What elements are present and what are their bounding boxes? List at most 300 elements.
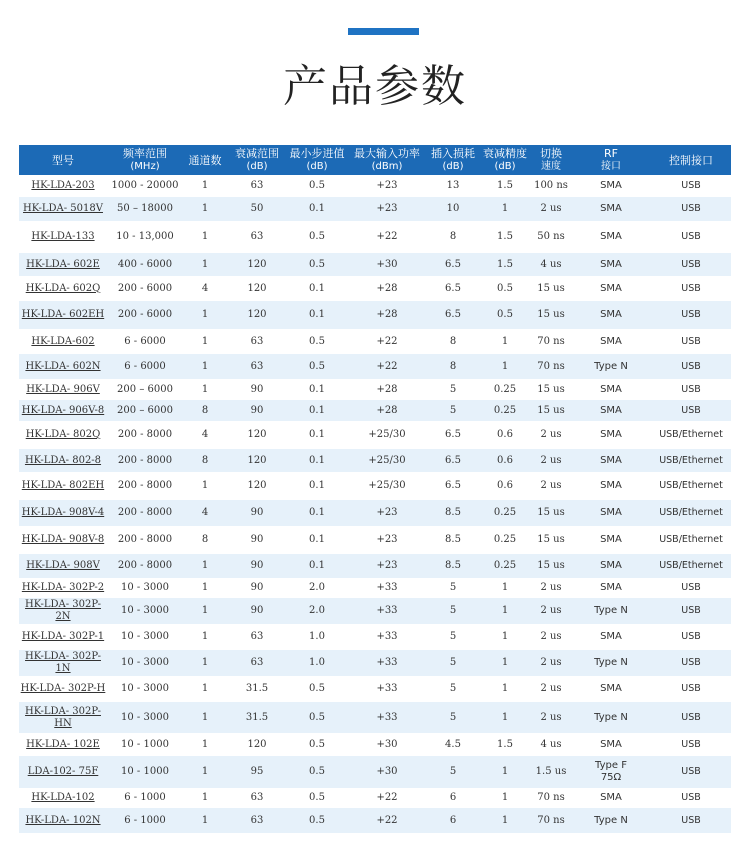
table-cell: +25/30 bbox=[368, 480, 406, 491]
table-cell: SMA bbox=[600, 738, 622, 750]
table-cell: 6.5 bbox=[445, 429, 461, 440]
table-cell: 1 bbox=[501, 631, 509, 642]
table-cell: Type N bbox=[594, 605, 628, 616]
model-cell[interactable]: HK-LDA- 602Q bbox=[25, 282, 101, 294]
table-cell: 4 us bbox=[540, 738, 562, 750]
model-cell[interactable]: HK-LDA- 802-8 bbox=[24, 454, 102, 466]
table-cell: 0.6 bbox=[497, 429, 513, 440]
table-cell: 63 bbox=[250, 792, 264, 803]
table-cell: 200 - 8000 bbox=[117, 507, 173, 518]
table-cell: 5 bbox=[449, 683, 457, 694]
table-cell: 0.5 bbox=[309, 738, 325, 750]
table-cell: 1 bbox=[501, 792, 509, 803]
table-row bbox=[19, 354, 731, 379]
table-cell: 0.25 bbox=[493, 507, 517, 518]
table-cell: 5 bbox=[449, 605, 457, 616]
table-row bbox=[19, 500, 731, 526]
table-cell: 1 bbox=[501, 203, 509, 214]
model-cell[interactable]: HK-LDA- 802EH bbox=[21, 480, 105, 491]
table-cell: 1.5 bbox=[497, 258, 513, 270]
table-cell: 120 bbox=[247, 429, 267, 440]
table-cell: 63 bbox=[250, 631, 264, 642]
table-cell: 0.25 bbox=[493, 383, 517, 395]
table-cell: +22 bbox=[376, 335, 398, 347]
table-cell: 90 bbox=[250, 534, 264, 545]
header-text: 型号 bbox=[52, 153, 74, 167]
table-cell: USB bbox=[681, 738, 701, 750]
table-cell: USB bbox=[681, 180, 701, 191]
table-cell: 0.1 bbox=[309, 309, 325, 320]
table-cell: 8 bbox=[201, 534, 209, 545]
table-cell: Type F 75Ω bbox=[595, 760, 627, 783]
model-cell[interactable]: HK-LDA- 908V bbox=[26, 560, 100, 571]
header-cell bbox=[571, 145, 651, 175]
table-cell: 0.1 bbox=[309, 404, 325, 416]
table-cell: Type N bbox=[594, 360, 628, 372]
table-cell: 6.5 bbox=[445, 454, 461, 466]
table-cell: SMA bbox=[600, 454, 622, 466]
table-cell: 15 us bbox=[537, 383, 565, 395]
header-cell bbox=[183, 145, 227, 175]
model-cell[interactable]: HK-LDA-602 bbox=[31, 335, 95, 347]
table-cell: SMA bbox=[600, 282, 622, 294]
table-cell: 4 bbox=[201, 507, 209, 518]
table-cell: 6.5 bbox=[445, 480, 461, 491]
table-cell: 2 us bbox=[540, 657, 562, 668]
table-cell: 100 ns bbox=[534, 180, 568, 191]
table-cell: 50 ns bbox=[537, 231, 565, 242]
table-row bbox=[19, 400, 731, 421]
table-cell: USB/Ethernet bbox=[659, 534, 723, 545]
table-cell: 200 – 6000 bbox=[117, 404, 173, 416]
table-cell: 1 bbox=[201, 605, 209, 616]
table-row bbox=[19, 788, 731, 808]
table-cell: SMA bbox=[600, 258, 622, 270]
header-cell bbox=[531, 145, 571, 175]
table-row bbox=[19, 329, 731, 354]
header-text: (dB) bbox=[306, 161, 328, 172]
table-cell: 200 - 8000 bbox=[117, 480, 173, 491]
model-cell[interactable]: HK-LDA- 906V bbox=[26, 383, 100, 395]
header-text: 控制接口 bbox=[669, 153, 713, 167]
table-body bbox=[19, 175, 731, 833]
table-cell: 0.5 bbox=[309, 792, 325, 803]
table-cell: +23 bbox=[376, 560, 398, 571]
table-cell: 1.0 bbox=[309, 657, 325, 668]
model-cell[interactable]: HK-LDA- 602E bbox=[26, 258, 100, 270]
header-text: 频率范围 bbox=[123, 147, 167, 160]
model-cell[interactable]: HK-LDA-203 bbox=[31, 180, 95, 191]
table-cell: USB bbox=[681, 360, 701, 372]
table-cell: USB bbox=[681, 766, 701, 777]
table-row bbox=[19, 733, 731, 756]
table-cell: 1 bbox=[501, 766, 509, 777]
table-cell: +23 bbox=[376, 534, 398, 545]
model-cell[interactable]: HK-LDA- 302P-1N bbox=[25, 651, 101, 674]
table-cell: 2 us bbox=[540, 454, 562, 466]
table-cell: USB bbox=[681, 657, 701, 668]
table-cell: 0.25 bbox=[493, 404, 517, 416]
table-cell: USB bbox=[681, 404, 701, 416]
model-cell[interactable]: HK-LDA-133 bbox=[31, 231, 95, 242]
table-cell: 90 bbox=[250, 383, 264, 395]
table-cell: 1 bbox=[501, 335, 509, 347]
table-cell: 10 - 3000 bbox=[121, 631, 169, 642]
table-cell: +28 bbox=[376, 309, 398, 320]
table-row bbox=[19, 650, 731, 676]
table-cell: USB bbox=[681, 335, 701, 347]
table-row bbox=[19, 449, 731, 472]
table-cell: +33 bbox=[376, 711, 398, 723]
table-cell: 90 bbox=[250, 507, 264, 518]
table-cell: 95 bbox=[250, 766, 264, 777]
table-cell: 10 - 3000 bbox=[121, 657, 169, 668]
table-cell: 0.25 bbox=[493, 560, 517, 571]
table-cell: 63 bbox=[250, 360, 264, 372]
table-cell: 5 bbox=[449, 711, 457, 723]
header-text: (dB) bbox=[494, 161, 516, 172]
table-cell: 8.5 bbox=[445, 507, 461, 518]
table-cell: USB/Ethernet bbox=[659, 480, 723, 491]
table-row bbox=[19, 702, 731, 733]
table-row bbox=[19, 472, 731, 500]
table-cell: 120 bbox=[247, 282, 267, 294]
table-cell: 1 bbox=[201, 631, 209, 642]
table-cell: 2 us bbox=[540, 711, 562, 723]
table-cell: 0.1 bbox=[309, 480, 325, 491]
header-text: (dB) bbox=[442, 161, 464, 172]
model-cell[interactable]: HK-LDA- 908V-8 bbox=[21, 534, 105, 545]
table-cell: 1.5 bbox=[497, 180, 513, 191]
table-row bbox=[19, 379, 731, 400]
table-cell: 10 - 3000 bbox=[121, 582, 169, 593]
table-row bbox=[19, 276, 731, 301]
table-cell: USB/Ethernet bbox=[659, 507, 723, 518]
table-row bbox=[19, 526, 731, 554]
table-cell: 0.6 bbox=[497, 480, 513, 491]
table-cell: 120 bbox=[247, 454, 267, 466]
header-text: (dB) bbox=[246, 161, 268, 172]
table-cell: 1000 - 20000 bbox=[111, 180, 179, 191]
table-cell: +23 bbox=[376, 507, 398, 518]
table-cell: 10 - 1000 bbox=[121, 738, 169, 750]
model-cell[interactable]: HK-LDA- 302P-2 bbox=[21, 582, 105, 593]
table-cell: 0.1 bbox=[309, 203, 325, 214]
model-cell[interactable]: HK-LDA- 302P-H bbox=[20, 683, 106, 694]
table-cell: 4 us bbox=[540, 258, 562, 270]
table-cell: +33 bbox=[376, 605, 398, 616]
table-cell: 0.1 bbox=[309, 534, 325, 545]
table-cell: 2 us bbox=[540, 605, 562, 616]
table-cell: 200 – 6000 bbox=[117, 383, 173, 395]
table-cell: USB bbox=[681, 203, 701, 214]
table-cell: 6.5 bbox=[445, 282, 461, 294]
table-cell: 1 bbox=[501, 360, 509, 372]
table-cell: Type N bbox=[594, 711, 628, 723]
table-cell: USB bbox=[681, 582, 701, 593]
table-cell: 200 - 8000 bbox=[117, 534, 173, 545]
table-cell: +28 bbox=[376, 282, 398, 294]
table-header bbox=[19, 145, 731, 175]
table-cell: 2.0 bbox=[309, 582, 325, 593]
table-cell: 10 - 13,000 bbox=[116, 231, 174, 242]
table-cell: 5 bbox=[449, 657, 457, 668]
table-cell: 4.5 bbox=[445, 738, 461, 750]
table-cell: 15 us bbox=[537, 534, 565, 545]
table-cell: SMA bbox=[600, 534, 622, 545]
table-cell: 31.5 bbox=[245, 711, 269, 723]
table-cell: +33 bbox=[376, 683, 398, 694]
table-cell: 15 us bbox=[537, 507, 565, 518]
table-cell: 1 bbox=[501, 582, 509, 593]
table-cell: SMA bbox=[600, 507, 622, 518]
table-cell: SMA bbox=[600, 309, 622, 320]
table-cell: +28 bbox=[376, 383, 398, 395]
table-cell: SMA bbox=[600, 180, 622, 191]
model-cell[interactable]: HK-LDA- 302P-1 bbox=[21, 631, 105, 642]
table-cell: USB bbox=[681, 258, 701, 270]
table-cell: Type N bbox=[594, 814, 628, 826]
table-cell: USB bbox=[681, 282, 701, 294]
table-cell: 10 - 3000 bbox=[121, 711, 169, 723]
table-cell: 400 - 6000 bbox=[117, 258, 173, 270]
table-row bbox=[19, 253, 731, 276]
table-row bbox=[19, 676, 731, 702]
table-cell: SMA bbox=[600, 429, 622, 440]
model-cell[interactable]: HK-LDA- 602N bbox=[25, 360, 101, 372]
table-cell: 0.5 bbox=[309, 335, 325, 347]
table-cell: 6 bbox=[449, 792, 457, 803]
table-cell: 1.5 us bbox=[535, 766, 567, 777]
table-cell: 10 - 3000 bbox=[121, 605, 169, 616]
table-cell: 90 bbox=[250, 582, 264, 593]
table-cell: USB bbox=[681, 309, 701, 320]
table-cell: 5 bbox=[449, 404, 457, 416]
table-cell: 63 bbox=[250, 335, 264, 347]
table-cell: USB bbox=[681, 383, 701, 395]
table-cell: 5 bbox=[449, 582, 457, 593]
model-cell[interactable]: HK-LDA- 102N bbox=[25, 814, 101, 826]
table-cell: 6 - 6000 bbox=[124, 360, 166, 372]
table-cell: 2 us bbox=[540, 203, 562, 214]
table-cell: 1 bbox=[201, 582, 209, 593]
header-text: 切换 bbox=[540, 147, 562, 160]
model-cell[interactable]: HK-LDA- 906V-8 bbox=[21, 404, 105, 416]
table-cell: 70 ns bbox=[537, 792, 565, 803]
table-cell: 1 bbox=[201, 657, 209, 668]
table-cell: 1 bbox=[201, 766, 209, 777]
table-cell: USB bbox=[681, 814, 701, 826]
table-cell: 1.5 bbox=[497, 738, 513, 750]
table-cell: 5 bbox=[449, 383, 457, 395]
table-cell: 4 bbox=[201, 429, 209, 440]
table-cell: 0.5 bbox=[497, 309, 513, 320]
table-cell: 13 bbox=[446, 180, 460, 191]
table-cell: 8 bbox=[201, 454, 209, 466]
table-cell: 2 us bbox=[540, 683, 562, 694]
table-cell: 8 bbox=[201, 404, 209, 416]
table-cell: USB/Ethernet bbox=[659, 454, 723, 466]
table-cell: SMA bbox=[600, 792, 622, 803]
title-accent-bar bbox=[348, 28, 419, 35]
model-cell[interactable]: LDA-102- 75F bbox=[27, 766, 99, 777]
table-cell: 2.0 bbox=[309, 605, 325, 616]
table-cell: 1 bbox=[201, 738, 209, 750]
table-row bbox=[19, 197, 731, 221]
table-cell: 1 bbox=[201, 560, 209, 571]
table-cell: +22 bbox=[376, 792, 398, 803]
table-cell: 1 bbox=[501, 814, 509, 826]
table-cell: 1 bbox=[201, 309, 209, 320]
model-cell[interactable]: HK-LDA- 908V-4 bbox=[21, 507, 105, 518]
table-row bbox=[19, 808, 731, 833]
header-text: 衰减范围 bbox=[235, 147, 279, 160]
table-cell: USB bbox=[681, 605, 701, 616]
model-cell[interactable]: HK-LDA- 802Q bbox=[25, 429, 101, 440]
table-cell: 0.1 bbox=[309, 454, 325, 466]
table-cell: 1.0 bbox=[309, 631, 325, 642]
table-cell: 1 bbox=[501, 683, 509, 694]
table-cell: +22 bbox=[376, 814, 398, 826]
table-row bbox=[19, 578, 731, 598]
header-cell bbox=[19, 145, 107, 175]
table-cell: +33 bbox=[376, 582, 398, 593]
model-cell[interactable]: HK-LDA- 302P-2N bbox=[25, 599, 101, 622]
table-cell: 90 bbox=[250, 605, 264, 616]
table-cell: 0.5 bbox=[309, 180, 325, 191]
header-cell bbox=[427, 145, 479, 175]
table-cell: 1 bbox=[501, 711, 509, 723]
header-text: 衰减精度 bbox=[483, 147, 527, 160]
table-cell: USB bbox=[681, 631, 701, 642]
table-cell: 0.5 bbox=[309, 360, 325, 372]
model-cell[interactable]: HK-LDA-102 bbox=[31, 792, 95, 803]
table-cell: 0.5 bbox=[497, 282, 513, 294]
table-row bbox=[19, 624, 731, 650]
table-cell: 15 us bbox=[537, 309, 565, 320]
table-cell: 1 bbox=[201, 180, 209, 191]
table-cell: SMA bbox=[600, 683, 622, 694]
table-cell: 1 bbox=[201, 792, 209, 803]
table-cell: 5 bbox=[449, 766, 457, 777]
table-cell: 31.5 bbox=[245, 683, 269, 694]
table-cell: 2 us bbox=[540, 480, 562, 491]
table-cell: 1 bbox=[201, 683, 209, 694]
table-cell: 10 - 1000 bbox=[121, 766, 169, 777]
table-cell: 90 bbox=[250, 560, 264, 571]
table-cell: USB bbox=[681, 231, 701, 242]
table-row bbox=[19, 756, 731, 788]
table-cell: 63 bbox=[250, 814, 264, 826]
table-row bbox=[19, 598, 731, 624]
table-cell: 0.1 bbox=[309, 282, 325, 294]
table-cell: 200 - 8000 bbox=[117, 560, 173, 571]
header-text: 接口 bbox=[601, 161, 621, 172]
table-cell: +25/30 bbox=[368, 429, 406, 440]
model-cell[interactable]: HK-LDA- 102E bbox=[26, 738, 100, 750]
table-cell: 0.6 bbox=[497, 454, 513, 466]
table-cell: +30 bbox=[376, 738, 398, 750]
table-cell: 50 bbox=[250, 203, 264, 214]
table-cell: 70 ns bbox=[537, 335, 565, 347]
table-cell: 0.5 bbox=[309, 258, 325, 270]
table-cell: 200 - 8000 bbox=[117, 454, 173, 466]
table-cell: 1 bbox=[201, 203, 209, 214]
header-text: (MHz) bbox=[130, 161, 160, 172]
table-cell: 1.5 bbox=[497, 231, 513, 242]
table-cell: +28 bbox=[376, 404, 398, 416]
table-cell: 0.5 bbox=[309, 711, 325, 723]
table-cell: 15 us bbox=[537, 560, 565, 571]
table-cell: SMA bbox=[600, 231, 622, 242]
header-text: (dBm) bbox=[371, 161, 403, 172]
table-cell: 0.5 bbox=[309, 683, 325, 694]
header-cell bbox=[651, 145, 731, 175]
table-cell: 8 bbox=[449, 335, 457, 347]
table-cell: 0.1 bbox=[309, 429, 325, 440]
table-cell: +23 bbox=[376, 203, 398, 214]
table-cell: 6 - 1000 bbox=[124, 792, 166, 803]
table-cell: 1 bbox=[201, 711, 209, 723]
table-cell: SMA bbox=[600, 480, 622, 491]
model-cell[interactable]: HK-LDA- 302P-HN bbox=[25, 705, 101, 729]
table-cell: 120 bbox=[247, 258, 267, 270]
header-text: 通道数 bbox=[188, 153, 222, 167]
table-cell: 1 bbox=[201, 258, 209, 270]
table-cell: 6 - 1000 bbox=[124, 814, 166, 826]
header-text: RF bbox=[604, 147, 618, 160]
model-cell[interactable]: HK-LDA- 5018V bbox=[23, 203, 103, 214]
table-cell: +22 bbox=[376, 231, 398, 242]
table-cell: 200 - 8000 bbox=[117, 429, 173, 440]
table-cell: 1 bbox=[201, 360, 209, 372]
table-cell: 1 bbox=[201, 335, 209, 347]
header-cell bbox=[107, 145, 183, 175]
table-cell: USB bbox=[681, 683, 701, 694]
table-cell: 120 bbox=[247, 738, 267, 750]
model-cell[interactable]: HK-LDA- 602EH bbox=[21, 309, 105, 320]
table-cell: SMA bbox=[600, 335, 622, 347]
table-cell: +22 bbox=[376, 360, 398, 372]
table-cell: 2 us bbox=[540, 429, 562, 440]
table-cell: +23 bbox=[376, 180, 398, 191]
table-cell: 90 bbox=[250, 404, 264, 416]
table-cell: 10 - 3000 bbox=[121, 683, 169, 694]
table-cell: 1 bbox=[501, 605, 509, 616]
table-cell: 15 us bbox=[537, 282, 565, 294]
table-cell: 50 – 18000 bbox=[117, 203, 173, 214]
table-cell: 0.1 bbox=[309, 507, 325, 518]
table-cell: USB bbox=[681, 792, 701, 803]
table-cell: SMA bbox=[600, 560, 622, 571]
header-cell bbox=[287, 145, 347, 175]
table-cell: 4 bbox=[201, 282, 209, 294]
table-cell: 70 ns bbox=[537, 814, 565, 826]
table-cell: 10 bbox=[446, 203, 460, 214]
table-cell: SMA bbox=[600, 404, 622, 416]
table-cell: 1 bbox=[201, 480, 209, 491]
table-cell: 8 bbox=[449, 231, 457, 242]
table-row bbox=[19, 221, 731, 253]
table-cell: 63 bbox=[250, 180, 264, 191]
table-cell: +33 bbox=[376, 657, 398, 668]
table-cell: USB bbox=[681, 711, 701, 723]
table-cell: 200 - 6000 bbox=[117, 309, 173, 320]
table-cell: SMA bbox=[600, 203, 622, 214]
table-cell: 120 bbox=[247, 309, 267, 320]
table-cell: USB/Ethernet bbox=[659, 429, 723, 440]
table-cell: 2 us bbox=[540, 582, 562, 593]
